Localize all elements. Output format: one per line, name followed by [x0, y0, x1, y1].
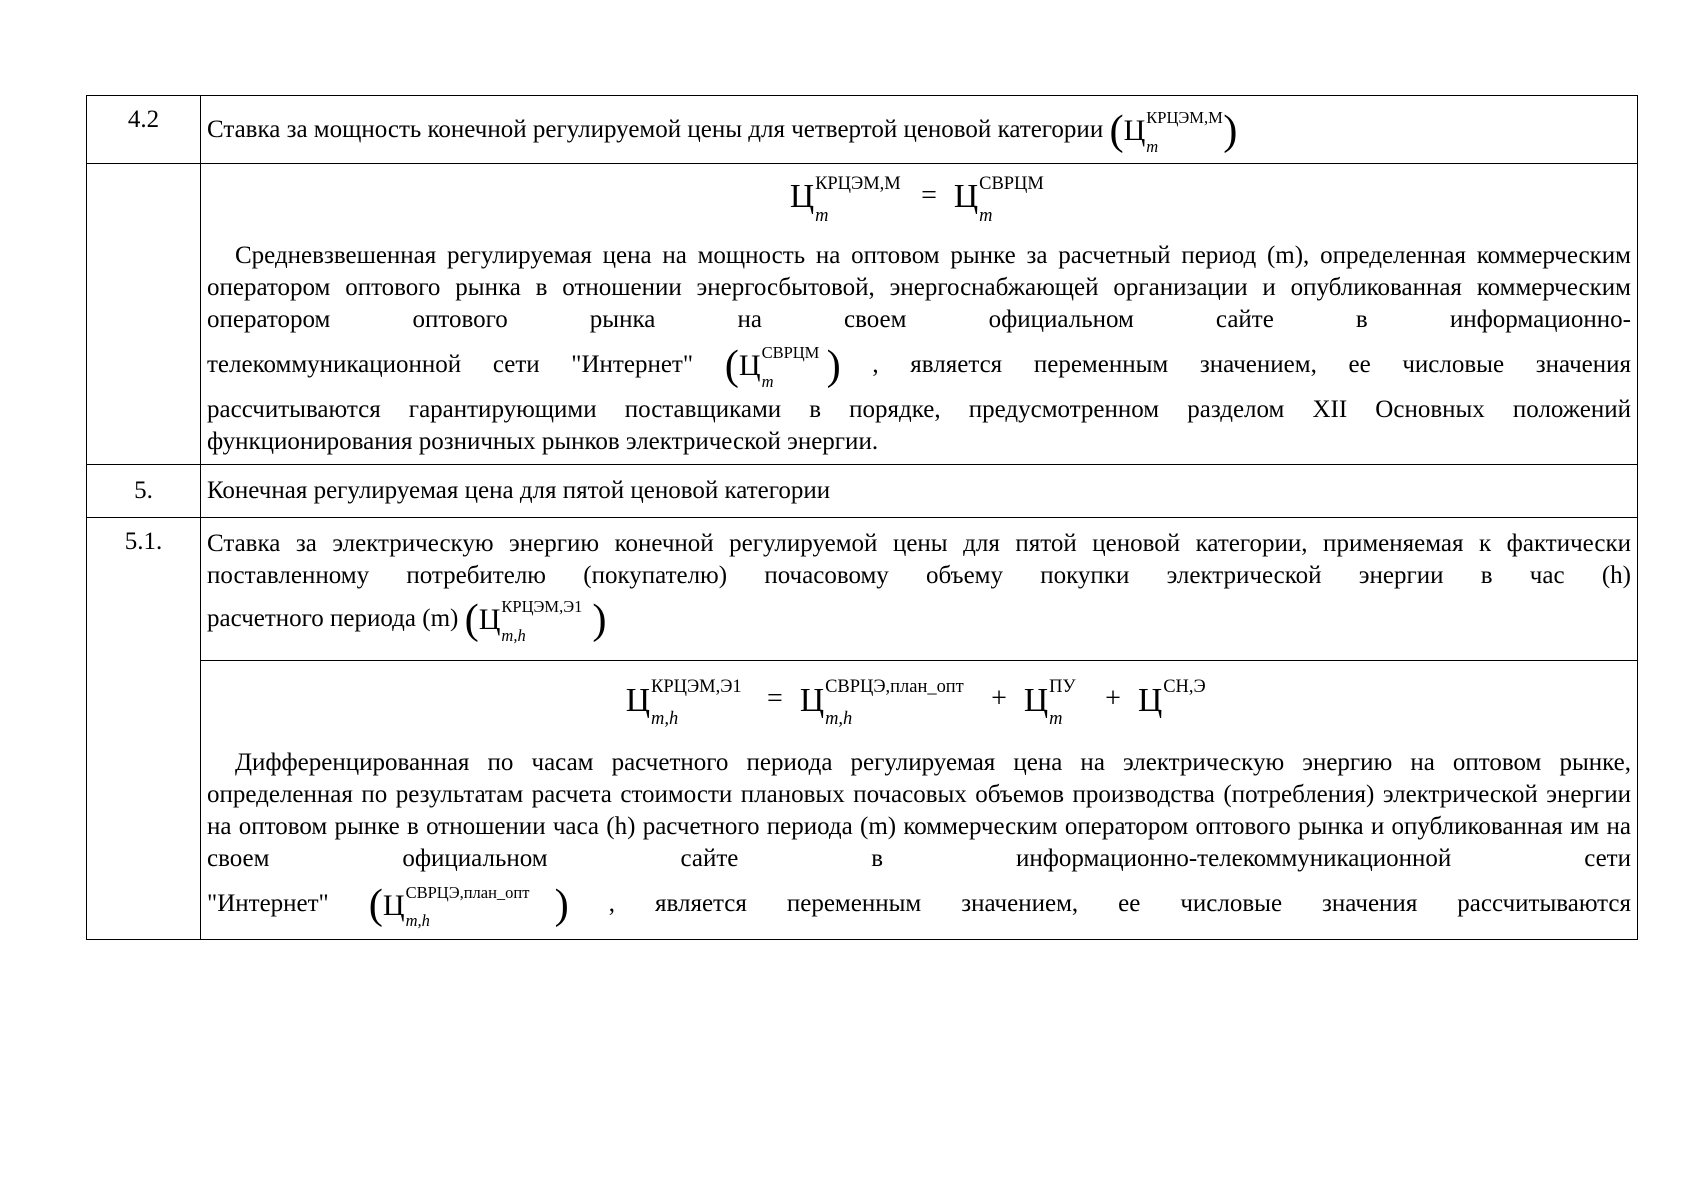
paragraph-line [207, 875, 1631, 933]
formula-lhs [789, 172, 901, 225]
symbol-sup: СВРЦЭ,план_опт [405, 882, 530, 902]
symbol-base: Ц [478, 603, 501, 637]
formula [207, 665, 1631, 747]
formula-rhs [953, 172, 1044, 225]
symbol-sup: КРЦЭМ,Э1 [501, 597, 583, 617]
paragraph-tail: рассчитываются гарантирующими поставщиками в порядке, предусмотренном разделом XII Основных положений функционирования розничных рынков электрической энергии. [207, 395, 1631, 455]
table-row [87, 96, 1638, 164]
row-title [201, 517, 1638, 660]
formula-symbol [1123, 108, 1223, 156]
formula-term-1 [799, 676, 964, 728]
symbol-sup: КРЦЭМ,Э1 [651, 676, 742, 697]
table-row [87, 464, 1638, 517]
equals-sign: = [921, 179, 937, 211]
symbol-sub: m,h [825, 707, 853, 728]
symbol-base: Ц [953, 178, 979, 216]
table-row [87, 660, 1638, 939]
row-title: Конечная регулируемая цена для пятой ценовой категории [201, 464, 1638, 517]
symbol-base: Ц [1137, 681, 1163, 719]
row-title-line [207, 592, 1631, 646]
text-fragment: , является переменным значением, ее числовые значения рассчитываются [608, 890, 1632, 918]
row-title-text: Ставка за электрическую энергию конечной регулируемой цены для пятой ценовой категории, применяемая к фактически поставленному потребителю (покупателю) почасовому объему покупки электрической энергии в час (h) [207, 529, 1631, 589]
paren-close: ) [1223, 107, 1238, 154]
row-number-empty [87, 163, 201, 464]
formula-cell [201, 163, 1638, 464]
symbol-sup: СВРЦМ [979, 172, 1044, 193]
plus-sign: + [1105, 682, 1121, 714]
symbol-sub: m,h [651, 707, 679, 728]
row-number: 5. [87, 464, 201, 517]
symbol-sup: СВРЦЭ,план_опт [825, 676, 964, 697]
paren-open: ( [464, 595, 479, 643]
table-row [87, 517, 1638, 660]
paren-open: ( [724, 341, 739, 389]
symbol-sup: КРЦЭМ,М [1146, 108, 1223, 128]
formula-term-3 [1137, 676, 1206, 719]
tariff-table [86, 95, 1638, 940]
text-fragment: "Интернет" [207, 890, 329, 918]
symbol-sub: m [1146, 136, 1159, 156]
row-title [201, 96, 1638, 164]
paren-close: ) [592, 595, 607, 643]
symbol-base: Ц [382, 888, 405, 922]
symbol-sup: КРЦЭМ,М [815, 172, 901, 193]
paragraph-line [207, 336, 1631, 394]
paren-open: ( [368, 881, 383, 929]
table-row [87, 163, 1638, 464]
symbol-base: Ц [1123, 114, 1146, 148]
paragraph: Дифференцированная по часам расчетного периода регулируемая цена на электрическую энергию на оптовом рынке, определенная по результатам расчета стоимости плановых почасовых объемов производства (потребления) электрической энергии на оптовом рынке в отношении часа (h) расчетного периода (m) коммерческим оператором оптового рынка и опубликованная им на своем официальном сайте в информационно-телекоммуникационной сети [207, 749, 1631, 873]
symbol-sup: СН,Э [1163, 676, 1206, 697]
symbol-base: Ц [799, 681, 825, 719]
symbol-sub: m [815, 204, 829, 225]
formula-term-2 [1023, 676, 1076, 728]
formula-symbol [478, 597, 583, 645]
formula-cell [201, 660, 1638, 939]
symbol-sup: ПУ [1049, 676, 1076, 697]
symbol-sub: m,h [501, 625, 526, 645]
symbol-sup: СВРЦМ [761, 343, 820, 363]
symbol-sub: m [979, 204, 993, 225]
paragraph: Средневзвешенная регулируемая цена на мощность на оптовом рынке за расчетный период (m), определенная коммерческим оператором оптового рынка в отношении энергосбытовой, энергоснабжающей организации и опубликованная коммерческим оператором оптового рынка на своем официальном сайте в информационно- [207, 241, 1631, 333]
text-fragment: телекоммуникационной сети "Интернет" [207, 350, 694, 378]
symbol-base: Ц [738, 349, 761, 383]
symbol-base: Ц [1023, 681, 1049, 719]
formula-lhs [625, 676, 742, 728]
formula-symbol [382, 882, 530, 931]
plus-sign: + [991, 682, 1007, 714]
paren-close: ) [554, 881, 569, 929]
symbol-base: Ц [789, 178, 815, 216]
symbol-sub: m [761, 371, 774, 391]
equals-sign: = [767, 682, 783, 714]
formula-symbol [738, 343, 820, 391]
formula [207, 168, 1631, 240]
symbol-base: Ц [625, 681, 651, 719]
text-fragment: , является переменным значением, ее числовые значения [872, 350, 1632, 378]
symbol-sub: m [1049, 707, 1063, 728]
paren-open: ( [1109, 107, 1124, 154]
symbol-sub: m,h [405, 911, 430, 931]
text-fragment: расчетного периода (m) [207, 604, 459, 632]
paren-close: ) [826, 341, 841, 389]
row-number: 4.2 [87, 96, 201, 164]
row-number: 5.1. [87, 517, 201, 939]
row-title-text: Ставка за мощность конечной регулируемой цены для четвертой ценовой категории [207, 115, 1104, 143]
